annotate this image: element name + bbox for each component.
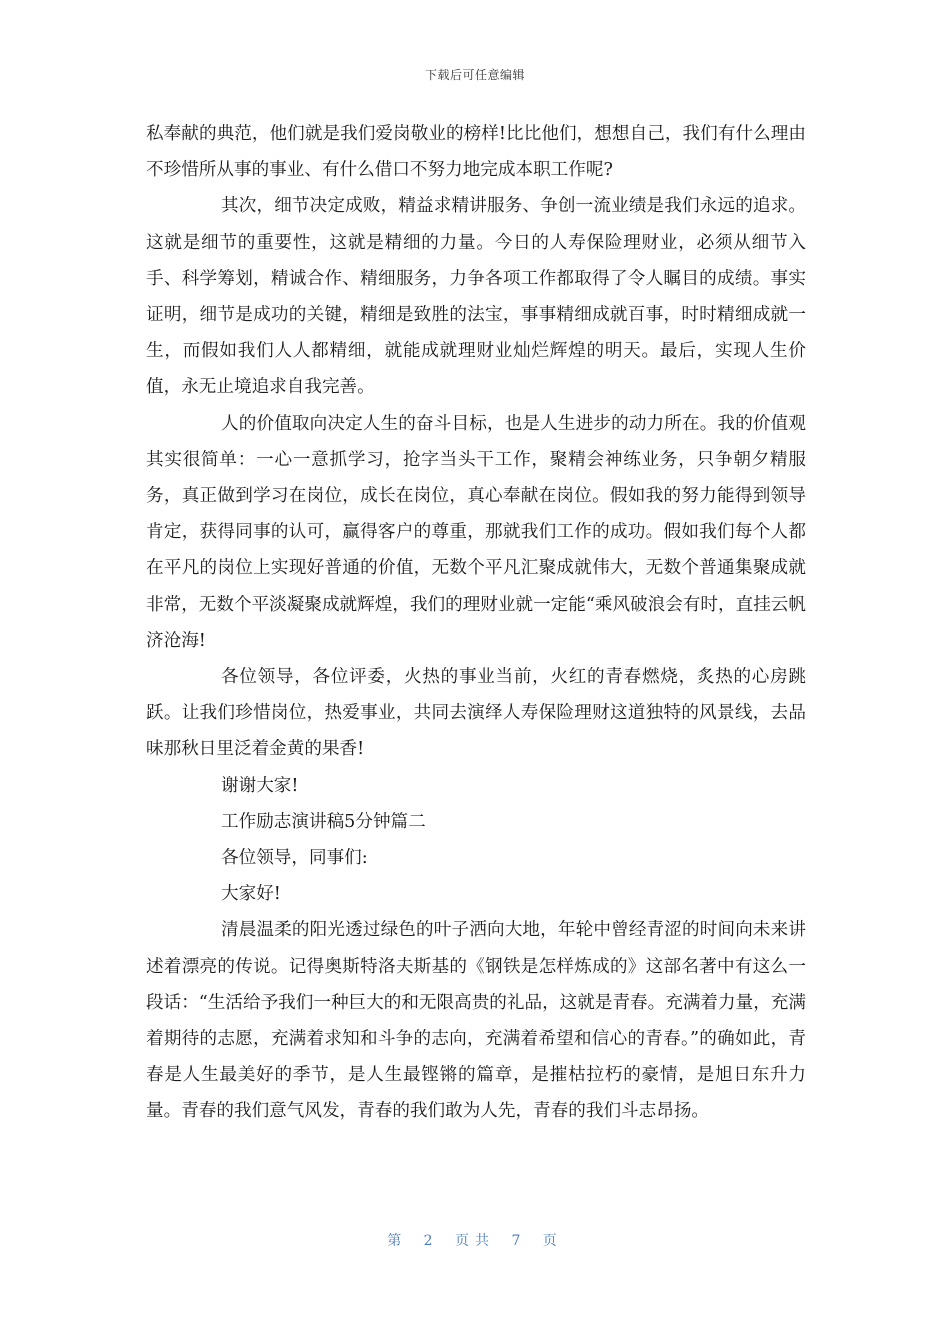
paragraph-2: 其次，细节决定成败，精益求精讲服务、争创一流业绩是我们永远的追求。这就是细节的重要性，这就是精细的力量。今日的人寿保险理财业，必须从细节入手、科学筹划，精诚合作、精细服务，力争各项工作都取得了令人瞩目的成绩。事实证明，细节是成功的关键，精细是致胜的法宝，事事精细成就百事，时时精细成就一生，而假如我们人人都精细，就能成就理财业灿烂辉煌的明天。最后，实现人生价值，永无止境追求自我完善。 (146, 196, 806, 398)
greeting-line: 各位领导，同事们: (221, 848, 368, 869)
hello-line: 大家好! (221, 884, 281, 905)
page-header-note: 下载后可任意编辑 (424, 68, 525, 82)
paragraph-5: 清晨温柔的阳光透过绿色的叶子洒向大地，年轮中曾经青涩的时间向未来讲述着漂亮的传说。记得奥斯特洛夫斯基的《钢铁是怎样炼成的》这部名著中有这么一段话：“生活给予我们一种巨大的和无限高贵的礼品，这就是青春。充满着力量，充满着期待的志愿，充满着求知和斗争的志向，充满着希望和信心的青春。”的确如此，青春是人生最美好的季节，是人生最铿锵的篇章，是摧枯拉朽的豪情，是旭日东升力量。青春的我们意气风发，青春的我们敢为人先，青春的我们斗志昂扬。 (146, 920, 806, 1122)
paragraph-3: 人的价值取向决定人生的奋斗目标，也是人生进步的动力所在。我的价值观其实很简单：一心一意抓学习，抢字当头干工作，聚精会神练业务，只争朝夕精服务，真正做到学习在岗位，成长在岗位，真心奉献在岗位。假如我的努力能得到领导肯定，获得同事的认可，赢得客户的尊重，那就我们工作的成功。假如我们每个人都在平凡的岗位上实现好普通的价值，无数个平凡汇聚成就伟大，无数个普通集聚成就非常，无数个平淡凝聚成就辉煌，我们的理财业就一定能“乘风破浪会有时，直挂云帆济沧海! (146, 413, 806, 651)
paragraph-1: 私奉献的典范，他们就是我们爱岗敬业的榜样!比比他们，想想自己，我们有什么理由不珍惜所从事的事业、有什么借口不努力地完成本职工作呢? (146, 124, 806, 181)
page-number: 第 2 页共 7 页 (387, 1233, 563, 1249)
section-title: 工作励志演讲稿5分钟篇二 (221, 811, 426, 832)
document-body (146, 116, 806, 1130)
thanks-line: 谢谢大家! (221, 775, 299, 796)
paragraph-4: 各位领导，各位评委，火热的事业当前，火红的青春燃烧，炙热的心房跳跃。让我们珍惜岗位，热爱事业，共同去演绎人寿保险理财这道独特的风景线，去品味那秋日里泛着金黄的果香! (146, 667, 806, 760)
